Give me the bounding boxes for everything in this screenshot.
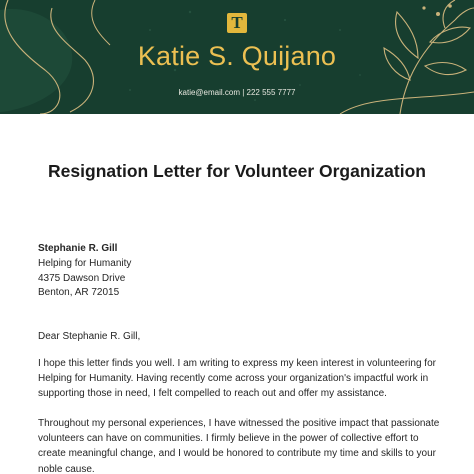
- recipient-address: [38, 242, 131, 301]
- body-paragraph: Throughout my personal experiences, I have witnessed the positive impact that passionate volunteers can have on communities. I firmly believe in the power of collective effort to create meaningful change, and I would be honored to contribute my time and skills to your noble cause.: [38, 418, 440, 474]
- recipient-city-state-zip: Benton, AR 72015: [38, 287, 120, 299]
- letter-title: Resignation Letter for Volunteer Organization: [48, 161, 426, 181]
- recipient-name: Stephanie R. Gill: [38, 243, 118, 254]
- sender-name: Katie S. Quijano: [137, 41, 337, 71]
- sender-contact: katie@email.com | 222 555 7777: [178, 88, 296, 97]
- logo-letter: T: [231, 13, 243, 32]
- body-paragraph: I hope this letter finds you well. I am writing to express my keen interest in volunteering for Helping for Humanity. Having recently come across your organization's impactful work in supporting those in need, I felt compelled to reach out and offer my assistance.: [38, 358, 436, 400]
- recipient-street: 4375 Dawson Drive: [38, 272, 126, 284]
- header-banner: [0, 0, 474, 114]
- logo-icon: [227, 13, 247, 33]
- salutation: Dear Stephanie R. Gill,: [38, 331, 141, 342]
- recipient-organization: Helping for Humanity: [38, 257, 132, 269]
